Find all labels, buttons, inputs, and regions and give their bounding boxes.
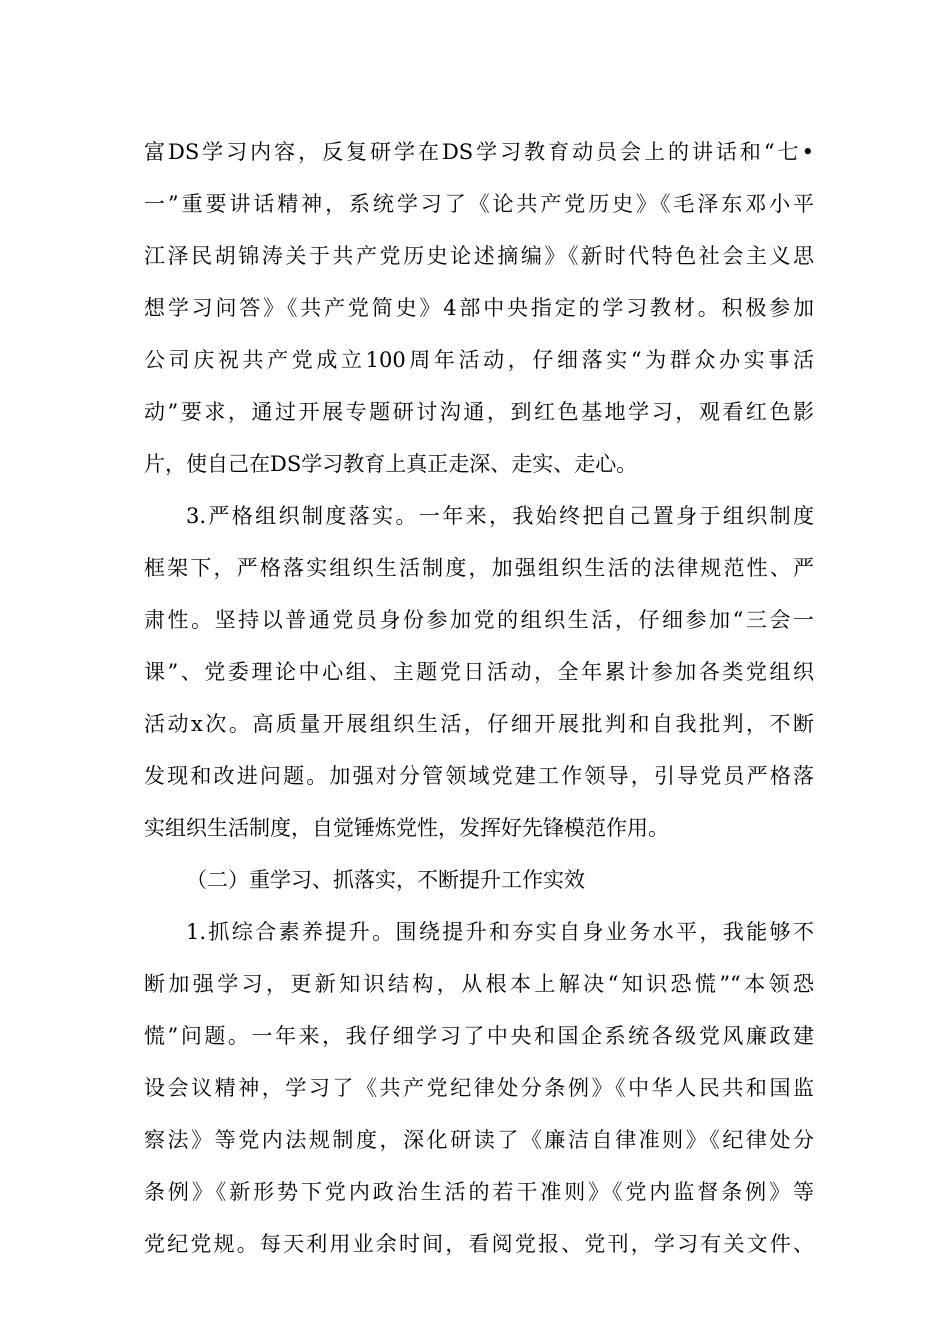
paragraph-line: 动”要求，通过开展专题研讨沟通，到红色基地学习，观看红色影 (144, 400, 814, 424)
paragraph-line: 实组织生活制度，自觉锤炼党性，发挥好先锋模范作用。 (144, 816, 669, 840)
paragraph-line: 慌”问题。一年来，我仔细学习了中央和国企系统各级党风廉政建 (144, 1024, 814, 1048)
paragraph-line: 活动x次。高质量开展组织生活，仔细开展批判和自我批判，不断 (144, 712, 814, 736)
paragraph-line: 条例》《新形势下党内政治生活的若干准则》《党内监督条例》等 (144, 1180, 814, 1204)
paragraph-line: 断加强学习，更新知识结构，从根本上解决“知识恐慌”“本领恐 (144, 972, 814, 996)
paragraph-line: 框架下，严格落实组织生活制度，加强组织生活的法律规范性、严 (144, 556, 814, 580)
paragraph-line: 设会议精神，学习了《共产党纪律处分条例》《中华人民共和国监 (144, 1076, 814, 1100)
paragraph-line: 富DS学习内容，反复研学在DS学习教育动员会上的讲话和“七• (144, 140, 814, 164)
paragraph-line: 发现和改进问题。加强对分管领域党建工作领导，引导党员严格落 (144, 764, 814, 788)
paragraph-line: 公司庆祝共产党成立100周年活动，仔细落实“为群众办实事活 (144, 348, 814, 372)
paragraph-line: 想学习问答》《共产党简史》4部中央指定的学习教材。积极参加 (144, 296, 814, 320)
paragraph-line: 课”、党委理论中心组、主题党日活动，全年累计参加各类党组织 (144, 660, 814, 684)
paragraph-line: 党纪党规。每天利用业余时间，看阅党报、党刊，学习有关文件、 (144, 1232, 814, 1256)
section-heading: （二）重学习、抓落实，不断提升工作实效 (186, 868, 585, 892)
paragraph-first-line: 3.严格组织制度落实。一年来，我始终把自己置身于组织制度 (186, 504, 814, 528)
paragraph-line: 片，使自己在DS学习教育上真正走深、走实、走心。 (144, 452, 638, 476)
paragraph-line: 一”重要讲话精神，系统学习了《论共产党历史》《毛泽东邓小平 (144, 192, 814, 216)
paragraph-line: 江泽民胡锦涛关于共产党历史论述摘编》《新时代特色社会主义思 (144, 244, 814, 268)
paragraph-line: 肃性。坚持以普通党员身份参加党的组织生活，仔细参加“三会一 (144, 608, 814, 632)
paragraph-line: 察法》等党内法规制度，深化研读了《廉洁自律准则》《纪律处分 (144, 1128, 814, 1152)
paragraph-first-line: 1.抓综合素养提升。围绕提升和夯实自身业务水平，我能够不 (186, 920, 814, 944)
